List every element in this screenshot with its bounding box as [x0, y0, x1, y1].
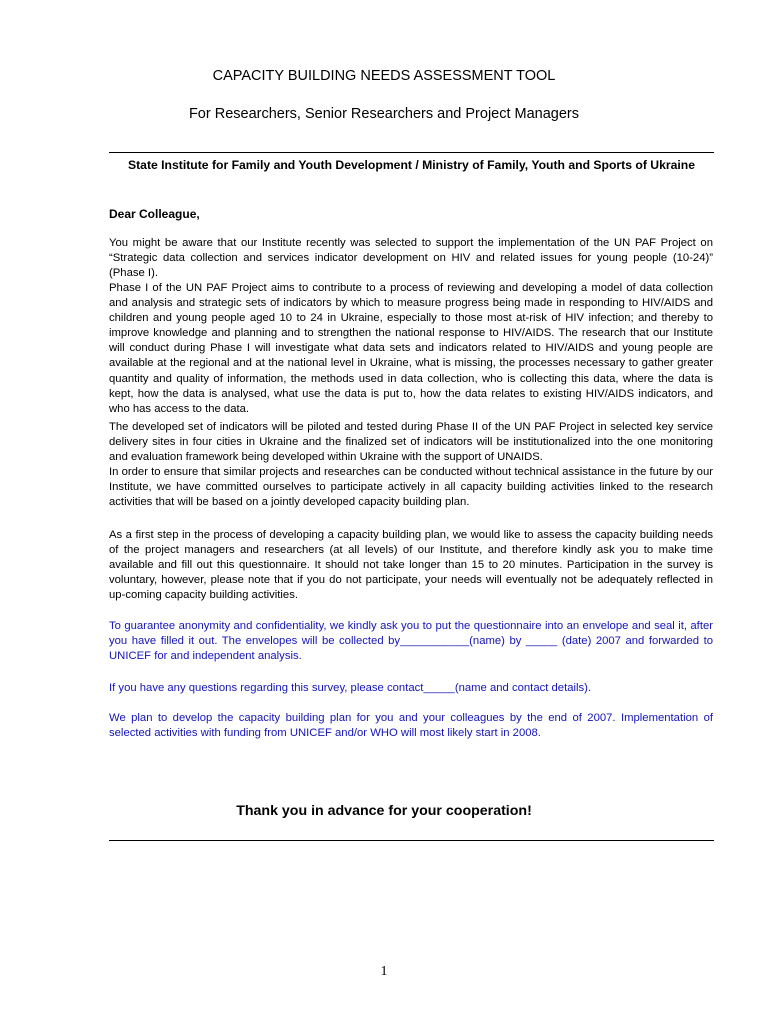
document-title: CAPACITY BUILDING NEEDS ASSESSMENT TOOL: [212, 68, 556, 84]
paragraph-questions: If you have any questions regarding this survey, please contact_____(name and contact details).: [109, 682, 592, 694]
document-subtitle: For Researchers, Senior Researchers and Project Managers: [188, 106, 580, 122]
paragraph-anonymity: To guarantee anonymity and confidentiality, we kindly ask you to put the questionnaire into an envelope and seal it, after you have filled it out. The envelopes will be collected by___________(name) by _____ (date) 2007 and forwarded to UNICEF for and independent analysis.: [109, 620, 713, 663]
paragraph-developed: The developed set of indicators will be piloted and tested during Phase II of the UN PAF Project in selected key service delivery sites in four cities in Ukraine and the finalized set of indicators will be institutionalized into the one monitoring and evaluation framework being developed within Ukraine with the support of UNAIDS.: [109, 421, 713, 464]
paragraph-intro: You might be aware that our Institute recently was selected to support the implementation of the UN PAF Project on “Strategic data collection and services indicator development on HIV and related issues for young people (10-24)” (Phase I).: [109, 237, 713, 280]
institute-line: State Institute for Family and Youth Development / Ministry of Family, Youth and Sports of Ukraine: [127, 158, 695, 172]
page-number: 1: [380, 964, 388, 979]
paragraph-plan: We plan to develop the capacity building plan for you and your colleagues by the end of 2007. Implementation of selected activities with funding from UNICEF and/or WHO will most likely start in 2008.: [109, 712, 713, 740]
salutation: Dear Colleague,: [109, 207, 200, 221]
paragraph-order: In order to ensure that similar projects and researches can be conducted without technical assistance in the future by our Institute, we have committed ourselves to participate actively in all capacity building activities linked to the research activities that will be based on a jointly developed capacity building plan.: [109, 466, 713, 509]
paragraph-phase1: Phase I of the UN PAF Project aims to contribute to a process of reviewing and developing a model of data collection and analysis and strategic sets of indicators by which to measure progress being made in responding to HIV/AIDS and children and young people aged 10 to 24 in Ukraine, especially to those most at-risk of HIV infection; and thereby to improve knowledge and planning and to strengthen the national response to HIV/AIDS. The research that our Institute will conduct during Phase I will investigate what data sets and indicators related to HIV/AIDS and young people are available at the regional and at the national level in Ukraine, what is missing, the processes necessary to gather greater quantity and quality of information, the methods used in data collection, who is collecting this data, where the data is kept, how the data is analysed, what use the data is put to, how the data relates to existing HIV/AIDS indicators, and who has access to the data.: [109, 282, 713, 415]
top-divider: [109, 152, 714, 153]
closing-thanks: Thank you in advance for your cooperation!: [236, 803, 532, 819]
bottom-divider: [109, 840, 714, 841]
paragraph-first-step: As a first step in the process of developing a capacity building plan, we would like to assess the capacity building needs of the project managers and researchers (at all levels) of our Institute, and therefore kindly ask you to make time available and fill out this questionnaire. It should not take longer than 15 to 20 minutes. Participation in the survey is voluntary, however, please note that if you do not participate, your needs will eventually not be adequately reflected in up-coming capacity building activities.: [109, 529, 713, 602]
